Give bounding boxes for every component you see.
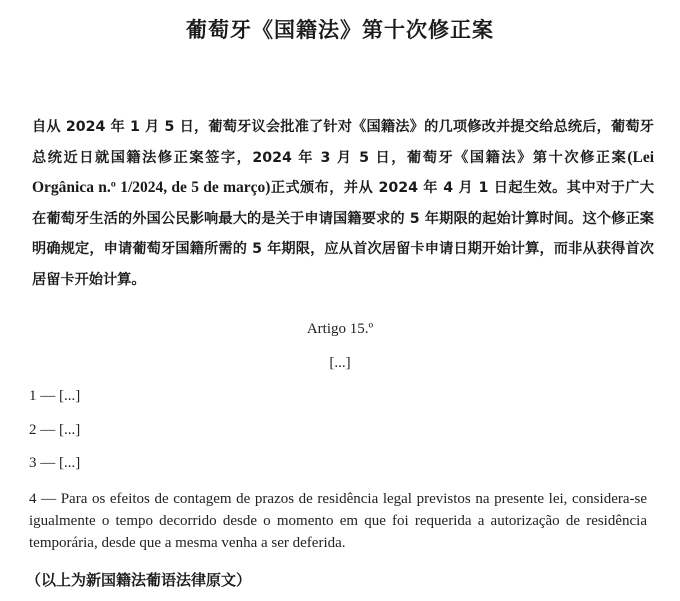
document-title: 葡萄牙《国籍法》第十次修正案 <box>186 18 494 42</box>
article-heading: Artigo 15.º <box>306 321 374 337</box>
source-note: （以上为新国籍法葡语法律原文） <box>26 571 252 589</box>
intro-text-part1: 自从 2024 年 1 月 5 日，葡萄牙议会批准了针对《国籍法》的几项修改并提交给总统后，葡萄牙总统近日就国籍法修正案签字，2024 年 3 月 5 日，葡萄牙《国籍法》第十次修正案 <box>32 119 654 166</box>
article-item-3: 3 — [...] <box>29 455 81 471</box>
article-item-1: 1 — [...] <box>29 388 81 404</box>
article-item-4: 4 — Para os efeitos de contagem de prazos de residência legal previstos na presente lei, considera-se igualmente o tempo decorrido desde o momento em que foi requerida a autorização de residência temporária, desde que a mesma venha a ser deferida. <box>29 491 647 551</box>
intro-law-reference: (Lei Orgânica n.º 1/2024, de 5 de março) <box>32 148 654 196</box>
article-item-2: 2 — [...] <box>29 422 81 438</box>
intro-text-part2: 正式颁布，并从 2024 年 4 月 1 日起生效。其中对于广大在葡萄牙生活的外国公民影响最大的是关于申请国籍要求的 5 年期限的起始计算时间。这个修正案明确规定，申请葡萄牙国籍所需的 5 年期限，应从首次居留卡申请日期开始计算，而非从获得首次居留卡开始计算。 <box>32 180 654 288</box>
article-omitted-text: [...] <box>329 355 351 371</box>
intro-paragraph <box>32 112 654 295</box>
